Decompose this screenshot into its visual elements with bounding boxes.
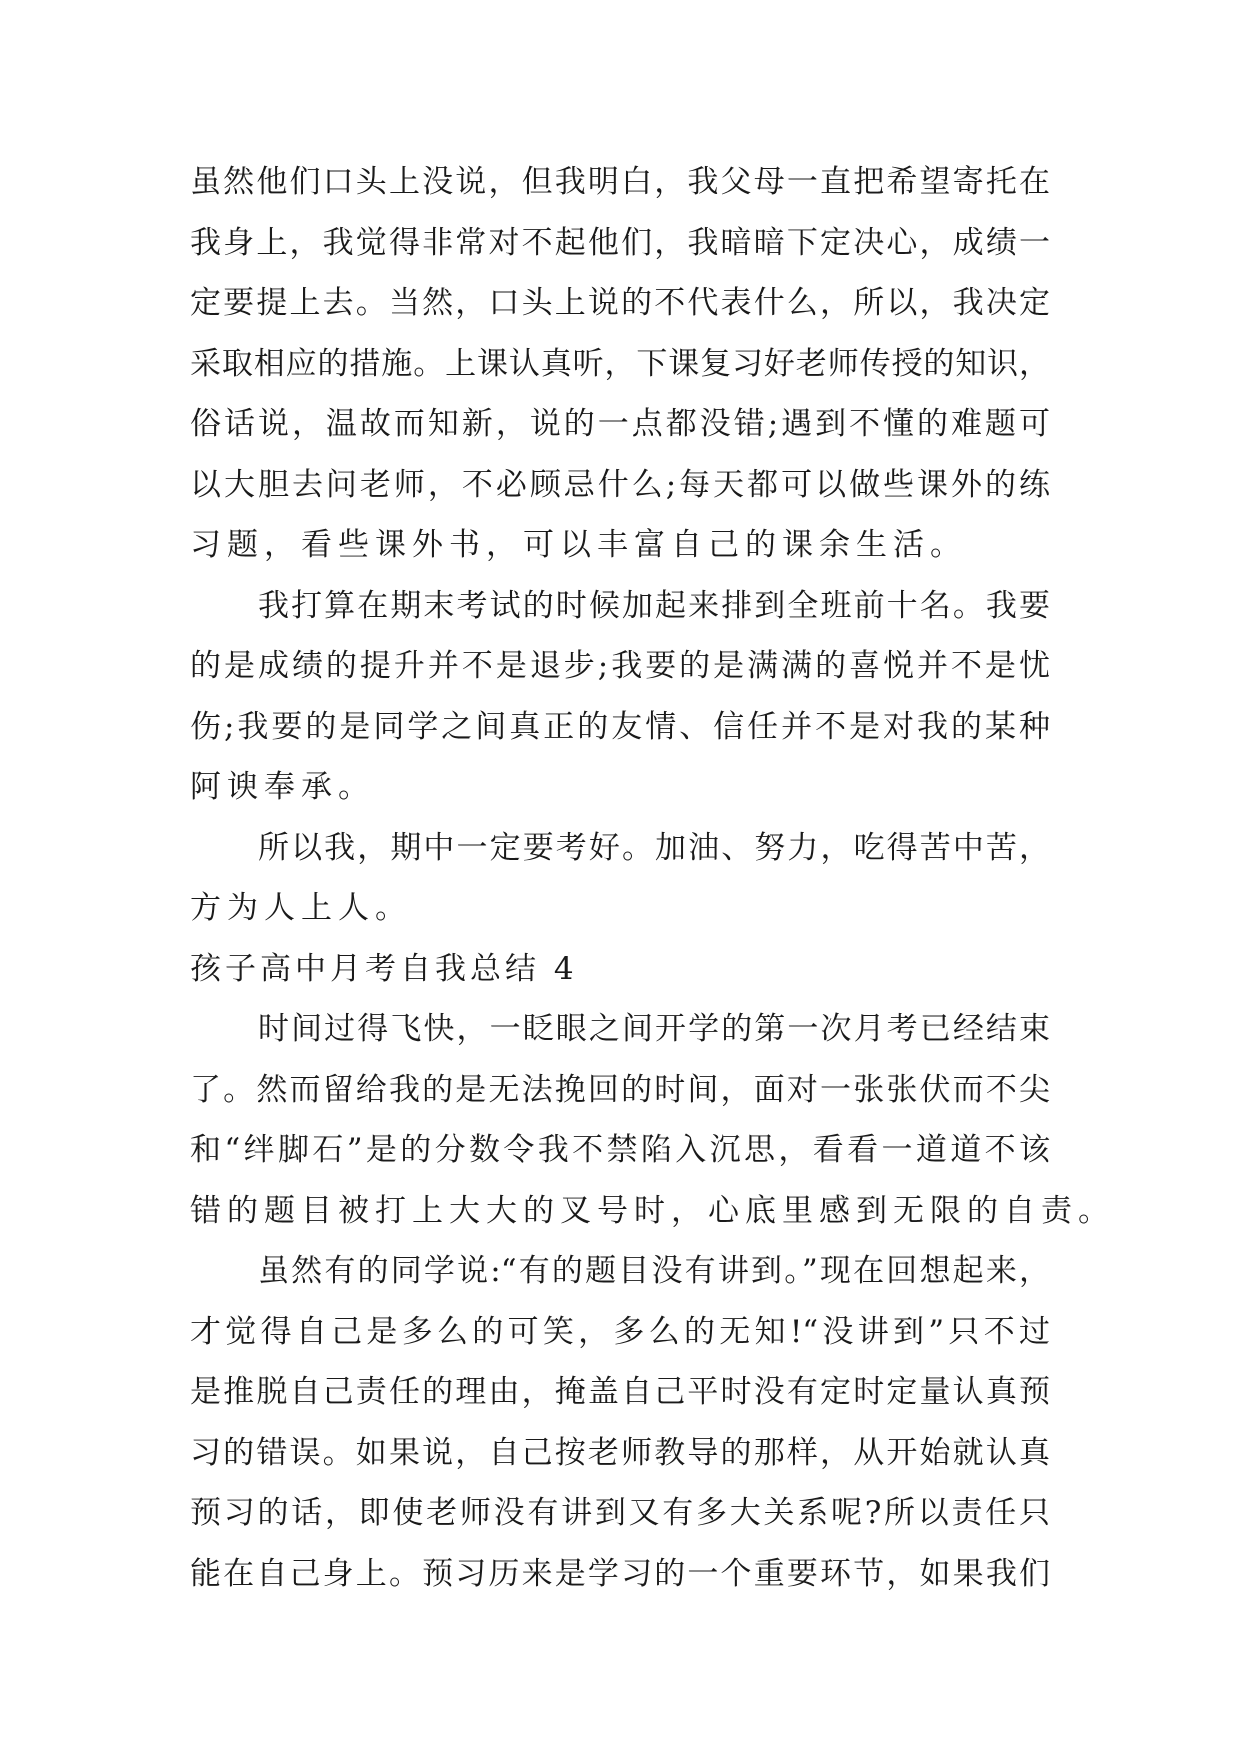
text-line: 时间过得飞快，一眨眼之间开学的第一次月考已经结束 xyxy=(258,1011,1050,1047)
document-page xyxy=(190,152,1115,1604)
paragraph-1 xyxy=(190,152,1050,576)
text-line: 了。然而留给我的是无法挽回的时间，面对一张张伏而不尖 xyxy=(190,1071,1050,1108)
text-line: 俗话说，温故而知新，说的一点都没错;遇到不懂的难题可 xyxy=(190,406,1050,442)
text-line: 和“绊脚石”是的分数令我不禁陷入沉思，看看一道道不该 xyxy=(190,1132,1050,1168)
text-line: 伤;我要的是同学之间真正的友情、信任并不是对我的某种 xyxy=(190,708,1050,745)
text-line: 错的题目被打上大大的叉号时，心底里感到无限的自责。 xyxy=(190,1192,1115,1229)
text-line: 阿谀奉承。 xyxy=(190,769,375,805)
text-line: 是推脱自己责任的理由，掩盖自己平时没有定时定量认真预 xyxy=(190,1374,1050,1410)
section-heading: 孩子高中月考自我总结 4 xyxy=(190,950,578,987)
text-line: 预习的话，即使老师没有讲到又有多大关系呢?所以责任只 xyxy=(190,1495,1050,1531)
text-line: 虽然他们口头上没说，但我明白，我父母一直把希望寄托在 xyxy=(190,164,1050,200)
text-line: 虽然有的同学说:“有的题目没有讲到。”现在回想起来， xyxy=(258,1253,1050,1289)
text-line: 所以我，期中一定要考好。加油、努力，吃得苦中苦， xyxy=(258,829,1050,866)
paragraph-5 xyxy=(190,1241,1050,1604)
text-line: 习题，看些课外书，可以丰富自己的课余生活。 xyxy=(190,527,967,563)
text-line: 习的错误。如果说，自己按老师教导的那样，从开始就认真 xyxy=(190,1434,1050,1471)
text-line: 我身上，我觉得非常对不起他们，我暗暗下定决心，成绩一 xyxy=(190,224,1050,261)
text-line: 能在自己身上。预习历来是学习的一个重要环节，如果我们 xyxy=(190,1555,1050,1592)
text-line: 我打算在期末考试的时候加起来排到全班前十名。我要 xyxy=(258,587,1050,624)
text-line: 的是成绩的提升并不是退步;我要的是满满的喜悦并不是忧 xyxy=(190,648,1050,684)
paragraph-2 xyxy=(190,576,1050,818)
text-line: 才觉得自己是多么的可笑，多么的无知!“没讲到”只不过 xyxy=(190,1313,1050,1350)
paragraph-3 xyxy=(190,818,1050,939)
text-line: 方为人上人。 xyxy=(190,890,412,926)
text-line: 定要提上去。当然，口头上说的不代表什么，所以，我决定 xyxy=(190,285,1050,321)
text-line: 采取相应的措施。上课认真听，下课复习好老师传授的知识， xyxy=(190,345,1050,382)
text-line: 以大胆去问老师，不必顾忌什么;每天都可以做些课外的练 xyxy=(190,466,1050,503)
paragraph-4 xyxy=(190,999,1115,1241)
